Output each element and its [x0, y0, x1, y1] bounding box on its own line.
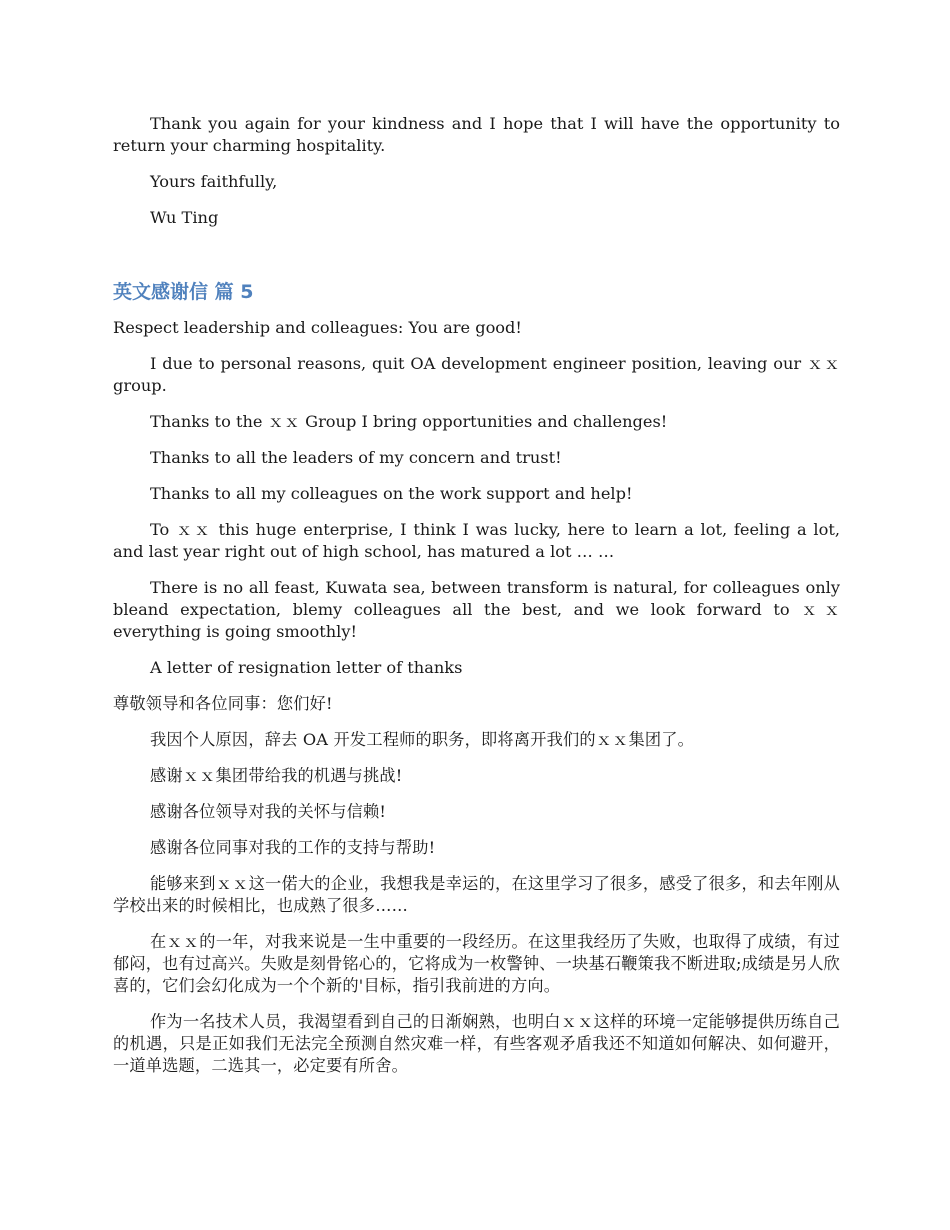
body-paragraph: Thanks to all my colleagues on the work support and help!	[150, 484, 633, 503]
body-paragraph: There is no all feast, Kuwata sea, between transform is natural, for colleagues only bleand expectation, blemy colleagues all the best, and we look forward to ｘｘ everything is going smoothly!	[113, 578, 840, 641]
closing-paragraph: Thank you again for your kindness and I hope that I will have the opportunity to return your charming hospitality.	[113, 114, 840, 155]
salutation-chinese: 尊敬领导和各位同事：您们好!	[113, 694, 333, 713]
body-paragraph: To ｘｘ this huge enterprise, I think I was lucky, here to learn a lot, feeling a lot, and last year right out of high school, has matured a lot … …	[113, 520, 840, 561]
signature-name: Wu Ting	[150, 208, 219, 227]
body-paragraph-chinese: 感谢各位同事对我的工作的支持与帮助!	[150, 838, 436, 857]
section-heading: 英文感谢信 篇 5	[113, 281, 254, 303]
salutation: Respect leadership and colleagues: You are good!	[113, 318, 522, 337]
body-paragraph-chinese: 我因个人原因，辞去 OA 开发工程师的职务，即将离开我们的ｘｘ集团了。	[150, 730, 695, 749]
body-paragraph: Thanks to all the leaders of my concern and trust!	[150, 448, 562, 467]
body-paragraph-chinese: 作为一名技术人员，我渴望看到自己的日渐娴熟，也明白ｘｘ这样的环境一定能够提供历练自己的机遇，只是正如我们无法完全预测自然灾难一样，有些客观矛盾我还不知道如何解决、如何避开，一道单选题，二选其一，必定要有所舍。	[113, 1012, 840, 1075]
body-paragraph-chinese: 能够来到ｘｘ这一偌大的企业，我想我是幸运的，在这里学习了很多，感受了很多，和去年刚从学校出来的时候相比，也成熟了很多……	[113, 874, 840, 915]
document-page	[113, 113, 840, 1091]
body-paragraph: Thanks to the ｘｘ Group I bring opportunities and challenges!	[150, 412, 668, 431]
sign-off: Yours faithfully,	[150, 172, 278, 191]
body-paragraph: I due to personal reasons, quit OA development engineer position, leaving our ｘｘ group.	[113, 354, 840, 395]
body-paragraph-chinese: 感谢各位领导对我的关怀与信赖!	[150, 802, 387, 821]
body-paragraph-chinese: 感谢ｘｘ集团带给我的机遇与挑战!	[150, 766, 403, 785]
body-paragraph: A letter of resignation letter of thanks	[150, 658, 463, 677]
body-paragraph-chinese: 在ｘｘ的一年，对我来说是一生中重要的一段经历。在这里我经历了失败，也取得了成绩，有过郁闷，也有过高兴。失败是刻骨铭心的，它将成为一枚警钟、一块基石鞭策我不断进取;成绩是另人欣喜的，它们会幻化成为一个个新的'目标，指引我前进的方向。	[113, 932, 840, 995]
